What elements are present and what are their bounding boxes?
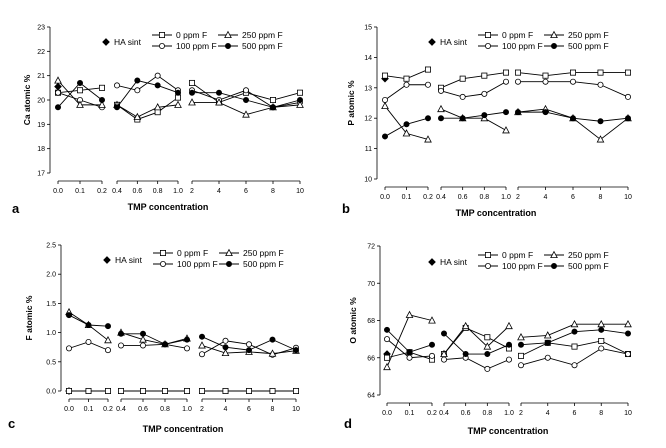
data-point <box>86 322 91 327</box>
x-tick-label: 0.8 <box>482 410 493 417</box>
data-point <box>599 338 604 343</box>
data-point <box>503 110 508 115</box>
series-500-ppm-f <box>66 312 298 352</box>
x-tick-label: 1.0 <box>173 188 183 195</box>
x-tick-label: 0.0 <box>380 194 390 201</box>
legend <box>104 248 284 269</box>
series-line <box>441 73 506 88</box>
data-point <box>572 363 577 368</box>
x-tick-label: 0.8 <box>160 406 170 413</box>
series-0-ppm-f <box>55 80 302 122</box>
data-point <box>55 90 60 95</box>
data-point <box>223 388 228 393</box>
x-tick-label: 2 <box>516 194 520 201</box>
y-tick-label: 12 <box>364 115 372 123</box>
data-point <box>382 73 387 78</box>
data-point <box>543 79 548 84</box>
data-point <box>118 343 123 348</box>
data-point <box>441 357 446 362</box>
y-tick-label: 2.5 <box>46 242 56 250</box>
x-tick-label: 0.4 <box>116 406 126 413</box>
y-tick-label: 68 <box>367 318 375 325</box>
data-point <box>570 79 575 84</box>
data-point <box>425 116 430 121</box>
data-point <box>223 345 228 350</box>
data-point <box>246 348 251 353</box>
data-point <box>572 344 577 349</box>
x-tick-label: 0.2 <box>427 410 437 417</box>
x-tick-label: 1.0 <box>501 194 511 201</box>
x-tick-label: 6 <box>244 188 248 195</box>
data-point <box>506 323 512 329</box>
data-point <box>135 88 140 93</box>
data-point <box>86 388 91 393</box>
x-tick-label: 0.2 <box>103 406 113 413</box>
series-100-ppm-f <box>384 337 630 372</box>
y-tick-label: 66 <box>367 355 375 363</box>
data-point <box>297 97 302 102</box>
legend-label: 100 ppm F <box>502 261 543 271</box>
y-tick-label: 64 <box>367 392 375 400</box>
x-tick-label: 4 <box>545 410 550 417</box>
x-tick-label: 1.0 <box>504 410 514 417</box>
y-tick-label: 11 <box>364 146 372 154</box>
data-point <box>543 73 548 78</box>
data-point <box>518 363 523 368</box>
data-point <box>406 312 412 318</box>
data-point <box>460 94 465 99</box>
data-point <box>77 80 82 85</box>
data-point <box>545 340 550 345</box>
data-point <box>515 110 520 115</box>
data-point <box>270 97 275 102</box>
legend-marker <box>159 43 164 48</box>
data-point <box>384 364 390 370</box>
data-point <box>246 342 251 347</box>
x-tick-label: 6 <box>247 406 251 413</box>
y-tick-label: 70 <box>367 280 375 288</box>
data-point <box>199 342 205 348</box>
x-tick-label: 0.6 <box>460 410 471 417</box>
data-point <box>485 351 490 356</box>
data-point <box>599 327 604 332</box>
series-line <box>444 358 509 369</box>
x-tick-label: 0.4 <box>439 410 449 417</box>
data-point <box>114 83 119 88</box>
legend <box>429 250 609 271</box>
data-point <box>162 388 167 393</box>
legend-hasint-label: HA sint <box>115 255 142 265</box>
series-0-ppm-f <box>382 67 630 90</box>
data-point <box>199 388 204 393</box>
x-axis-label: TMP concentration <box>467 426 549 436</box>
data-point <box>243 97 248 102</box>
x-tick-label: 0.4 <box>436 194 446 201</box>
x-tick-label: 1.0 <box>182 406 192 413</box>
x-tick-label: 8 <box>599 410 604 417</box>
data-point <box>518 353 523 358</box>
data-point <box>570 116 575 121</box>
data-point <box>105 324 110 329</box>
y-tick-label: 1.0 <box>46 330 56 338</box>
data-point <box>407 350 412 355</box>
series-0-ppm-f <box>66 388 298 393</box>
legend-label: 100 ppm F <box>177 259 218 269</box>
data-point <box>625 70 630 75</box>
legend-marker <box>225 43 230 48</box>
x-tick-label: 0.6 <box>138 406 148 413</box>
data-point <box>175 90 180 95</box>
legend-label: 500 ppm F <box>568 41 609 51</box>
data-point <box>77 88 82 93</box>
y-tick-label: 0.0 <box>46 388 56 396</box>
x-tick-label: 8 <box>270 406 275 413</box>
data-point <box>140 388 145 393</box>
data-point <box>155 110 160 115</box>
data-point <box>598 82 603 87</box>
data-point <box>184 388 189 393</box>
x-tick-label: 6 <box>571 194 575 201</box>
chart-panel-d <box>344 244 632 437</box>
legend-marker <box>551 43 556 48</box>
data-point <box>482 73 487 78</box>
data-point <box>404 76 409 81</box>
x-tick-label: 0.6 <box>457 194 468 201</box>
hasint-point <box>55 83 62 90</box>
data-point <box>270 388 275 393</box>
legend-marker <box>160 261 165 266</box>
legend-marker <box>485 32 490 37</box>
data-point <box>216 90 221 95</box>
x-tick-label: 0.1 <box>75 188 85 195</box>
data-point <box>114 105 119 110</box>
x-tick-label: 2 <box>190 188 194 195</box>
y-tick-label: 72 <box>367 243 375 251</box>
data-point <box>625 94 630 99</box>
y-tick-label: 20 <box>37 97 45 105</box>
legend-label: 0 ppm F <box>502 250 534 260</box>
legend-hasint-label: HA sint <box>440 37 467 47</box>
x-tick-label: 0.1 <box>401 194 412 201</box>
y-tick-label: 2.0 <box>46 271 56 279</box>
data-point <box>598 70 603 75</box>
data-point <box>199 334 204 339</box>
x-tick-label: 8 <box>271 188 275 195</box>
x-axis-label: TMP concentration <box>127 202 209 212</box>
legend-label: 500 ppm F <box>243 259 284 269</box>
data-point <box>384 327 389 332</box>
data-point <box>515 79 520 84</box>
x-tick-label: 2 <box>200 406 204 413</box>
data-point <box>572 329 577 334</box>
data-point <box>105 348 110 353</box>
legend-marker <box>226 261 231 266</box>
series-250-ppm-f <box>66 309 299 356</box>
data-point <box>184 346 189 351</box>
data-point <box>243 88 248 93</box>
x-tick-label: 2 <box>519 410 523 417</box>
legend-hasint-marker <box>103 39 110 46</box>
legend-label: 250 ppm F <box>243 248 284 258</box>
data-point <box>425 82 430 87</box>
data-point <box>625 331 630 336</box>
data-point <box>463 351 468 356</box>
series-500-ppm-f <box>384 327 630 356</box>
chart-panel-c <box>8 243 300 435</box>
legend-hasint-marker <box>104 257 111 264</box>
series-line <box>387 330 432 352</box>
y-tick-label: 0.5 <box>46 359 56 367</box>
data-point <box>438 88 443 93</box>
legend-marker <box>485 263 490 268</box>
series-100-ppm-f <box>66 338 298 357</box>
y-tick-label: 23 <box>37 24 45 32</box>
y-tick-label: 18 <box>37 146 45 154</box>
x-axis-label: TMP concentration <box>455 208 537 218</box>
data-point <box>155 73 160 78</box>
legend-hasint-marker <box>429 39 436 46</box>
data-point <box>66 346 71 351</box>
legend-label: 100 ppm F <box>176 41 217 51</box>
data-point <box>429 342 434 347</box>
data-point <box>246 388 251 393</box>
series-250-ppm-f <box>382 103 631 142</box>
data-point <box>66 388 71 393</box>
legend-label: 500 ppm F <box>568 261 609 271</box>
legend-marker <box>160 250 165 255</box>
x-tick-label: 10 <box>624 194 632 201</box>
series-line <box>117 81 178 108</box>
data-point <box>175 101 181 107</box>
x-tick-label: 0.4 <box>112 188 122 195</box>
data-point <box>66 312 71 317</box>
data-point <box>140 343 145 348</box>
data-point <box>135 78 140 83</box>
y-axis-label: F atomic % <box>24 295 34 341</box>
legend-marker <box>159 32 164 37</box>
legend-label: 250 ppm F <box>568 250 609 260</box>
data-point <box>55 77 61 83</box>
data-point <box>382 97 387 102</box>
data-point <box>545 355 550 360</box>
data-point <box>293 348 298 353</box>
data-point <box>506 357 511 362</box>
x-axis-label: TMP concentration <box>142 424 224 434</box>
data-point <box>503 127 509 133</box>
legend-marker <box>551 263 556 268</box>
data-point <box>482 113 487 118</box>
data-point <box>482 91 487 96</box>
chart-panel-b <box>342 25 632 219</box>
legend-label: 0 ppm F <box>176 30 208 40</box>
x-tick-label: 0.0 <box>382 410 392 417</box>
legend-hasint-marker <box>429 259 436 266</box>
series-500-ppm-f <box>382 110 630 140</box>
x-tick-label: 0.8 <box>479 194 490 201</box>
panel-label: b <box>342 201 350 216</box>
data-point <box>55 105 60 110</box>
series-line <box>444 326 509 354</box>
data-point <box>86 339 91 344</box>
y-axis-label: Ca atomic % <box>22 74 32 126</box>
data-point <box>597 136 603 142</box>
data-point <box>140 331 145 336</box>
data-point <box>599 346 604 351</box>
legend-label: 0 ppm F <box>502 30 534 40</box>
panel-label: d <box>344 416 352 431</box>
legend-marker <box>485 43 490 48</box>
data-point <box>598 119 603 124</box>
y-tick-label: 13 <box>364 85 372 93</box>
x-tick-label: 10 <box>296 188 304 195</box>
y-tick-label: 10 <box>364 176 372 184</box>
data-point <box>485 366 490 371</box>
x-tick-label: 4 <box>217 188 221 195</box>
series-100-ppm-f <box>382 79 630 102</box>
data-point <box>518 342 523 347</box>
x-tick-label: 0.2 <box>97 188 107 195</box>
data-point <box>545 332 551 338</box>
legend <box>429 30 609 51</box>
series-line <box>441 109 506 130</box>
chart-panel-a <box>12 25 304 217</box>
series-line <box>121 344 187 348</box>
data-point <box>293 388 298 393</box>
y-tick-label: 17 <box>37 170 45 178</box>
data-point <box>297 90 302 95</box>
data-point <box>118 331 123 336</box>
data-point <box>189 90 194 95</box>
y-axis-label: O atomic % <box>348 297 358 344</box>
data-point <box>382 103 388 109</box>
x-tick-label: 8 <box>598 194 603 201</box>
data-point <box>199 352 204 357</box>
y-tick-label: 14 <box>364 54 372 62</box>
data-point <box>162 342 167 347</box>
data-point <box>184 337 189 342</box>
data-point <box>503 79 508 84</box>
data-point <box>223 338 228 343</box>
data-point <box>189 80 194 85</box>
legend-marker <box>485 252 490 257</box>
data-point <box>407 355 412 360</box>
legend-label: 500 ppm F <box>242 41 283 51</box>
data-point <box>570 70 575 75</box>
data-point <box>155 83 160 88</box>
data-point <box>382 134 387 139</box>
data-point <box>404 122 409 127</box>
data-point <box>460 116 465 121</box>
data-point <box>506 342 511 347</box>
y-tick-label: 15 <box>364 24 372 32</box>
y-tick-label: 1.5 <box>46 300 56 308</box>
data-point <box>485 335 490 340</box>
data-point <box>438 106 444 112</box>
data-point <box>425 67 430 72</box>
panel-label: a <box>12 201 20 216</box>
x-tick-label: 0.1 <box>404 410 415 417</box>
x-tick-label: 0.1 <box>83 406 94 413</box>
data-point <box>105 388 110 393</box>
x-tick-label: 10 <box>292 406 300 413</box>
x-tick-label: 0.0 <box>64 406 74 413</box>
x-tick-label: 10 <box>624 410 632 417</box>
data-point <box>270 337 275 342</box>
data-point <box>270 105 275 110</box>
legend-label: 250 ppm F <box>242 30 283 40</box>
data-point <box>118 388 123 393</box>
data-point <box>384 337 389 342</box>
x-tick-label: 0.6 <box>132 188 143 195</box>
legend <box>103 30 283 51</box>
x-tick-label: 6 <box>572 410 577 417</box>
data-point <box>175 95 180 100</box>
legend-label: 0 ppm F <box>177 248 209 258</box>
x-tick-label: 4 <box>543 194 548 201</box>
data-point <box>515 70 520 75</box>
data-point <box>625 116 630 121</box>
legend-hasint-label: HA sint <box>440 257 467 267</box>
y-tick-label: 21 <box>37 73 45 81</box>
y-tick-label: 19 <box>37 121 45 129</box>
data-point <box>99 97 104 102</box>
data-point <box>503 70 508 75</box>
x-tick-label: 0.0 <box>53 188 63 195</box>
data-point <box>99 85 104 90</box>
legend-hasint-label: HA sint <box>114 37 141 47</box>
data-point <box>441 331 446 336</box>
data-point <box>438 116 443 121</box>
y-axis-label: P atomic % <box>346 80 356 126</box>
data-point <box>460 76 465 81</box>
data-point <box>105 337 111 343</box>
data-point <box>625 351 630 356</box>
x-tick-label: 0.2 <box>423 194 433 201</box>
data-point <box>429 353 434 358</box>
y-tick-label: 22 <box>37 48 45 56</box>
panel-label: c <box>8 416 16 431</box>
data-point <box>384 355 389 360</box>
series-line <box>117 98 178 120</box>
data-point <box>543 110 548 115</box>
x-tick-label: 4 <box>223 406 228 413</box>
legend-label: 250 ppm F <box>568 30 609 40</box>
x-tick-label: 0.8 <box>152 188 163 195</box>
data-point <box>404 82 409 87</box>
legend-label: 100 ppm F <box>502 41 543 51</box>
series-line <box>518 109 628 139</box>
series-line <box>121 333 187 345</box>
